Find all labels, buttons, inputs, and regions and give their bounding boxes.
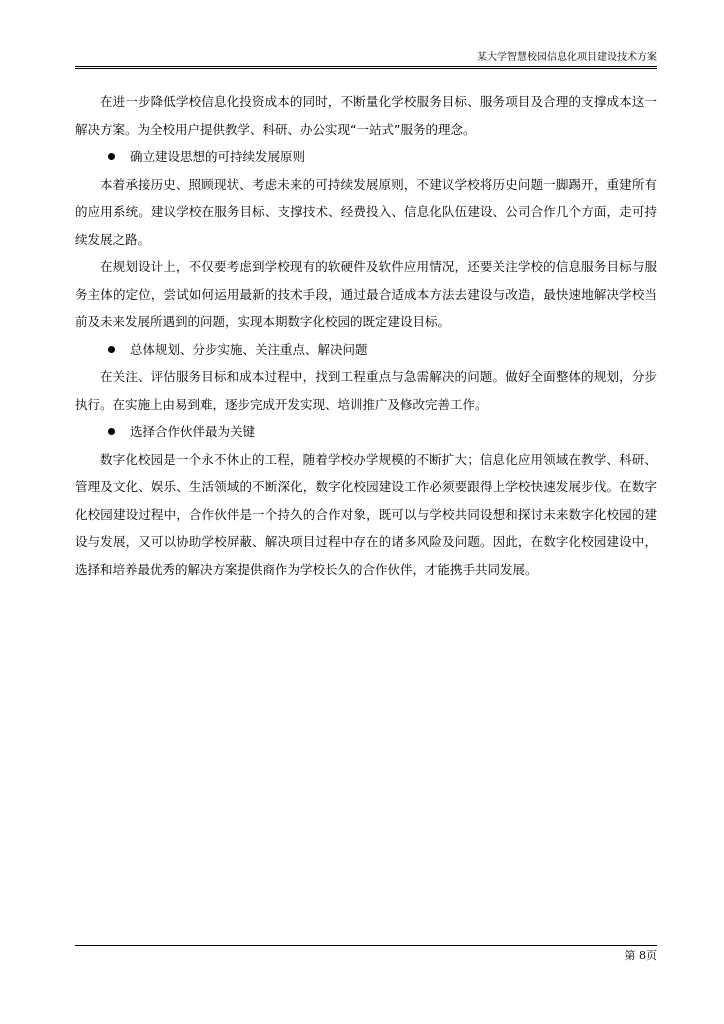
bullet-text: 总体规划、分步实施、关注重点、解决问题 [130,341,368,357]
bullet-dot-icon [108,346,115,353]
document-body [75,88,657,583]
paragraph-planning-design: 在规划设计上，不仅要考虑到学校现有的软硬件及软件应用情况，还要关注学校的信息服务目标与服务主体的定位，尝试如何运用最新的技术手段，通过最合适成本方法去建设与改造，最快速地解决学校当前及未来发展所遇到的问题，实现本期数字化校园的既定建设目标。 [75,259,657,329]
paragraph-partner-importance: 数字化校园是一个永不休止的工程，随着学校办学规模的不断扩大；信息化应用领域在教学、科研、管理及文化、娱乐、生活领域的不断深化，数字化校园建设工作必须要跟得上学校快速发展步伐。在数字化校园建设过程中，合作伙伴是一个持久的合作对象，既可以与学校共同设想和探讨未来数字化校园的建设与发展，又可以协助学校屏蔽、解决项目过程中存在的诸多风险及问题。因此，在数字化校园建设中，选择和培养最优秀的解决方案提供商作为学校长久的合作伙伴，才能携手共同发展。 [75,451,657,577]
bullet-item-overall-planning [75,336,657,364]
footer-rule [75,945,657,946]
bullet-item-partner-selection [75,418,657,446]
bullet-dot-icon [108,153,115,160]
page-number: 第 8页 [624,949,657,962]
paragraph-cost-reduction: 在进一步降低学校信息化投资成本的同时，不断量化学校服务目标、服务项目及合理的支撑成本这一解决方案。为全校用户提供教学、科研、办公实现“一站式”服务的理念。 [75,94,657,137]
bullet-item-sustainable-principle [75,143,657,171]
bullet-text: 确立建设思想的可持续发展原则 [130,149,306,164]
header-rule-thin [75,68,657,69]
bullet-text: 选择合作伙伴最为关键 [130,424,256,439]
header-rule [75,66,657,67]
header-title: 某大学智慧校园信息化项目建设技术方案 [477,52,657,63]
bullet-dot-icon [108,428,115,435]
paragraph-phased-implementation: 在关注、评估服务目标和成本过程中，找到工程重点与急需解决的问题。做好全面整体的规划，分步执行。在实施上由易到难，逐步完成开发实现、培训推广及修改完善工作。 [75,369,657,412]
paragraph-sustainable-development: 本着承接历史、照顾现状、考虑未来的可持续发展原则，不建议学校将历史问题一脚踢开，重建所有的应用系统。建议学校在服务目标、支撑技术、经费投入、信息化队伍建设、公司合作几个方面，走可持续发展之路。 [75,176,657,247]
